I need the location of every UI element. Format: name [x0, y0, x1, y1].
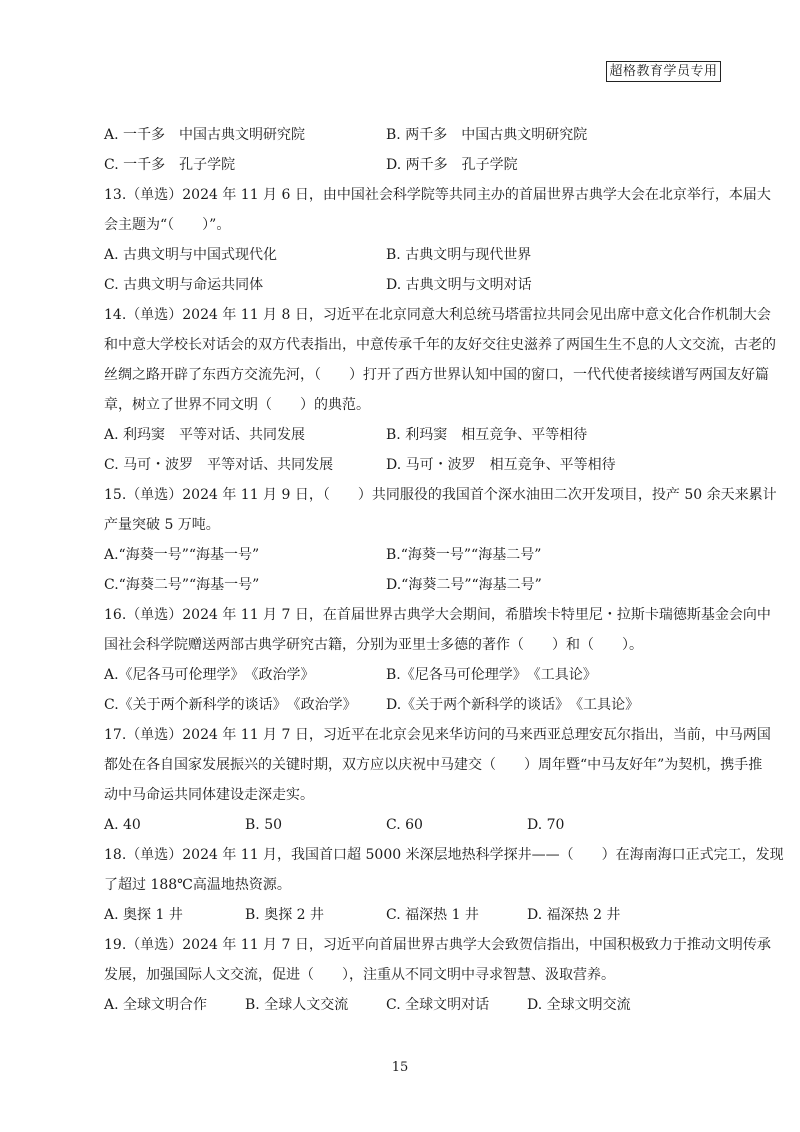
question-stem-line: 19.（单选）2024 年 11 月 7 日，习近平向首届世界古典学大会致贺信指出，中国积极致力于推动文明传承 — [104, 937, 771, 953]
option-c: C. 全球文明对话 — [386, 997, 490, 1013]
question-stem-line: 15.（单选）2024 年 11 月 9 日，（ ）共同服役的我国首个深水油田二次开发项目，投产 50 余天来累计 — [104, 487, 777, 503]
option-c: C. 福深热 1 井 — [386, 907, 479, 923]
option-a: A.“海葵一号”“海基一号” — [104, 547, 260, 563]
question-stem-line: 18.（单选）2024 年 11 月，我国首口超 5000 米深层地热科学探井——（ ）在海南海口正式完工，发现 — [104, 847, 784, 863]
question-stem-line: 动中马命运共同体建设走深走实。 — [104, 787, 314, 803]
question-stem-line: 产量突破 5 万吨。 — [104, 517, 220, 533]
option-grid — [104, 120, 704, 180]
option-a: A. 一千多 中国古典文明研究院 — [104, 127, 306, 143]
option-d: D. 全球文明交流 — [527, 997, 631, 1013]
option-b: B.《尼各马可伦理学》 《工具论》 — [386, 667, 597, 683]
option-grid — [104, 900, 704, 930]
option-d: D.《关于两个新科学的谈话》 《工具论》 — [386, 697, 640, 713]
option-a: A. 全球文明合作 — [104, 997, 208, 1013]
option-grid — [104, 810, 704, 840]
option-d: D. 古典文明与文明对话 — [386, 277, 532, 293]
question-16 — [104, 600, 771, 720]
question-stem-line: 13.（单选）2024 年 11 月 6 日，由中国社会科学院等共同主办的首届世界古典学大会在北京举行，本届大 — [104, 187, 771, 203]
option-b: B. 古典文明与现代世界 — [386, 247, 532, 263]
question-stem-line: 16.（单选）2024 年 11 月 7 日，在首届世界古典学大会期间，希腊埃卡特里尼・拉斯卡瑞德斯基金会向中 — [104, 607, 771, 623]
question-13 — [104, 180, 771, 300]
option-b: B. 50 — [245, 817, 283, 833]
question-stem-line: 都处在各自国家发展振兴的关键时期，双方应以庆祝中马建交（ ）周年暨“中马友好年”为契机，携手推 — [104, 757, 763, 773]
option-c: C. 马可・波罗 平等对话、共同发展 — [104, 457, 334, 473]
option-a: A. 40 — [104, 817, 141, 833]
option-grid — [104, 240, 704, 300]
option-b: B.“海葵一号”“海基二号” — [386, 547, 542, 563]
question-stem-line: 和中意大学校长对话会的双方代表指出，中意传承千年的友好交往史滋养了两国生生不息的人文交流，古老的 — [104, 337, 776, 353]
question-stem-line: 会主题为“（ ）”。 — [104, 217, 231, 233]
option-c: C. 60 — [386, 817, 423, 833]
option-c: C. 古典文明与命运共同体 — [104, 277, 264, 293]
option-c: C. 一千多 孔子学院 — [104, 157, 236, 173]
question-stem-line: 17.（单选）2024 年 11 月 7 日，习近平在北京会见来华访问的马来西亚总理安瓦尔指出，当前，中马两国 — [104, 727, 771, 743]
question-14 — [104, 300, 776, 480]
option-d: D. 马可・波罗 相互竞争、平等相待 — [386, 457, 616, 473]
question-19 — [104, 930, 771, 1020]
option-grid — [104, 540, 704, 600]
option-b: B. 利玛窦 相互竞争、平等相待 — [386, 427, 588, 443]
question-stem-line: 国社会科学院赠送两部古典学研究古籍，分别为亚里士多德的著作（ ）和（ ）。 — [104, 637, 643, 653]
option-a: A.《尼各马可伦理学》 《政治学》 — [104, 667, 315, 683]
option-grid — [104, 420, 704, 480]
question-stem-line: 丝绸之路开辟了东西方交流先河，（ ）打开了西方世界认知中国的窗口，一代代使者接续谱写两国友好篇 — [104, 367, 769, 383]
option-b: B. 奥探 2 井 — [245, 907, 324, 923]
option-a: A. 利玛窦 平等对话、共同发展 — [104, 427, 306, 443]
question-18 — [104, 840, 784, 930]
option-b: B. 两千多 中国古典文明研究院 — [386, 127, 588, 143]
question-stem-line: 章，树立了世界不同文明（ ）的典范。 — [104, 397, 370, 413]
option-a: A. 奥探 1 井 — [104, 907, 183, 923]
question-stem-line: 了超过 188℃高温地热资源。 — [104, 877, 291, 893]
option-grid — [104, 660, 704, 720]
option-c: C.“海葵二号”“海基一号” — [104, 577, 260, 593]
option-d: D. 福深热 2 井 — [527, 907, 621, 923]
option-d: D. 两千多 孔子学院 — [386, 157, 518, 173]
question-stem-line: 发展，加强国际人文交流，促进（ ），注重从不同文明中寻求智慧、汲取营养。 — [104, 967, 615, 983]
option-c: C.《关于两个新科学的谈话》 《政治学》 — [104, 697, 357, 713]
option-grid — [104, 990, 704, 1020]
question-list — [104, 120, 784, 1020]
question-12-options — [104, 120, 704, 180]
option-a: A. 古典文明与中国式现代化 — [104, 247, 278, 263]
option-d: D.“海葵二号”“海基二号” — [386, 577, 542, 593]
question-stem-line: 14.（单选）2024 年 11 月 8 日，习近平在北京同意大利总统马塔雷拉共同会见出席中意文化合作机制大会 — [104, 307, 771, 323]
option-b: B. 全球人文交流 — [245, 997, 349, 1013]
option-d: D. 70 — [527, 817, 565, 833]
exclusive-badge: 超格教育学员专用 — [606, 61, 721, 82]
page-number: 15 — [391, 1060, 409, 1075]
question-15 — [104, 480, 777, 600]
question-17 — [104, 720, 771, 840]
